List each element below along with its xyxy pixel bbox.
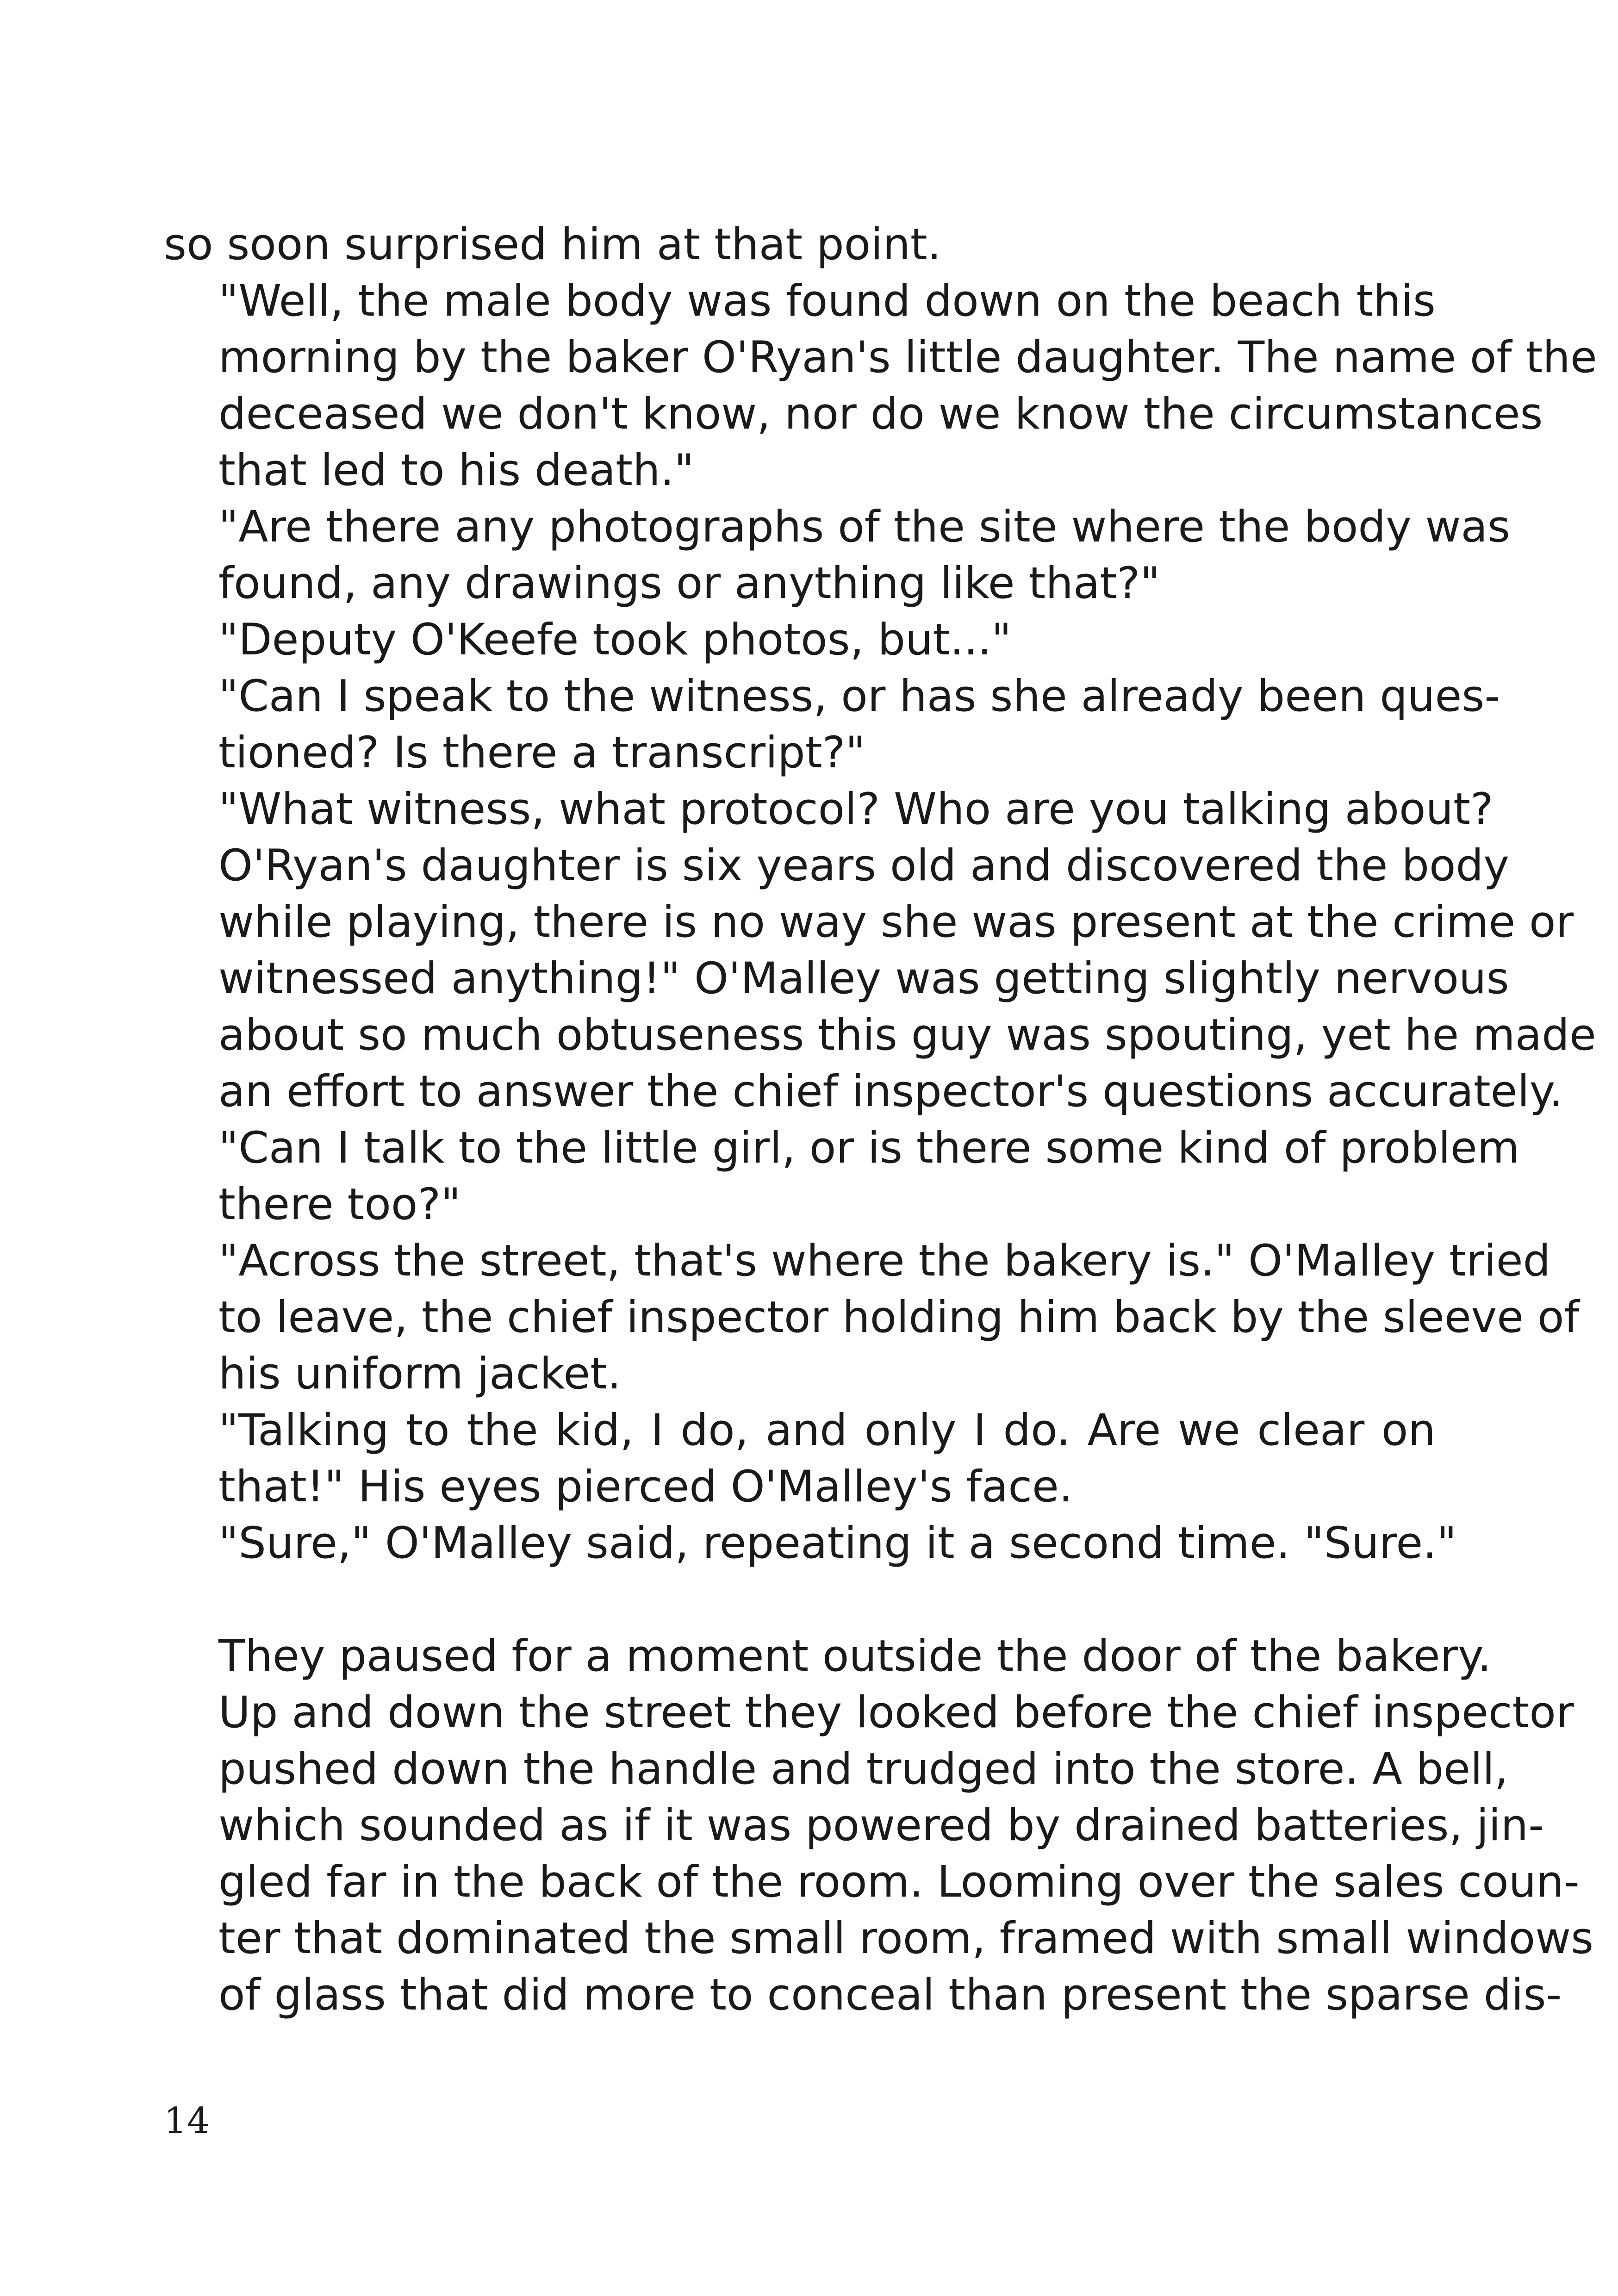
text-line: his uniform jacket.	[218, 1349, 621, 1399]
text-line: "Are there any photographs of the site where the body was	[218, 502, 1511, 552]
text-line: an effort to answer the chief inspector's questions accurately.	[218, 1066, 1563, 1117]
paragraph	[164, 1233, 1580, 1402]
paragraph	[164, 217, 1436, 273]
text-line: "Deputy O'Keefe took photos, but..."	[218, 615, 1012, 665]
text-line: "What witness, what protocol? Who are you talking about?	[218, 784, 1494, 834]
text-line: about so much obtuseness this guy was spouting, yet he made	[218, 1010, 1596, 1060]
text-line: that led to his death."	[218, 445, 694, 496]
page-number: 14	[164, 2100, 210, 2142]
body-text	[164, 217, 1597, 2023]
paragraph	[164, 612, 1436, 668]
paragraph	[164, 781, 1596, 1120]
text-line: to leave, the chief inspector holding him back by the sleeve of	[218, 1292, 1580, 1343]
text-line: "Talking to the kid, I do, and only I do. Are we clear on	[218, 1405, 1436, 1456]
text-line: "Can I speak to the witness, or has she already been ques-	[218, 671, 1500, 722]
text-line: O'Ryan's daughter is six years old and discovered the body	[218, 840, 1509, 891]
paragraph	[164, 273, 1597, 499]
text-line: They paused for a moment outside the door of the bakery.	[218, 1631, 1492, 1681]
text-line: "Sure," O'Malley said, repeating it a second time. "Sure."	[218, 1518, 1457, 1568]
text-line: found, any drawings or anything like that?"	[218, 558, 1160, 609]
text-line: "Can I talk to the little girl, or is there some kind of problem	[218, 1123, 1520, 1173]
paragraph	[164, 1402, 1436, 1515]
text-line: pushed down the handle and trudged into the store. A bell,	[218, 1744, 1508, 1794]
text-line: while playing, there is no way she was present at the crime or	[218, 897, 1574, 947]
paragraph	[164, 1515, 1457, 1572]
text-line: gled far in the back of the room. Looming over the sales coun-	[218, 1857, 1580, 1907]
text-line: "Across the street, that's where the bakery is." O'Malley tried	[218, 1236, 1551, 1286]
text-line: tioned? Is there a transcript?"	[218, 728, 865, 778]
text-line: Up and down the street they looked before the chief inspector	[218, 1687, 1574, 1738]
text-line: so soon surprised him at that point.	[164, 219, 941, 270]
text-line: deceased we don't know, nor do we know the circumstances	[218, 389, 1543, 439]
text-line: of glass that did more to conceal than present the sparse dis-	[218, 1970, 1562, 2020]
text-line: morning by the baker O'Ryan's little daughter. The name of the	[218, 332, 1597, 383]
text-line: there too?"	[218, 1179, 461, 1230]
paragraph	[164, 1628, 1594, 2023]
text-line: ter that dominated the small room, framed with small windows	[218, 1913, 1594, 1964]
text-line: "Well, the male body was found down on the beach this	[218, 276, 1436, 326]
paragraph	[164, 668, 1500, 781]
text-line: that!" His eyes pierced O'Malley's face.	[218, 1462, 1073, 1512]
paragraph	[164, 1120, 1520, 1233]
text-line: which sounded as if it was powered by drained batteries, jin-	[218, 1800, 1544, 1851]
text-line: witnessed anything!" O'Malley was getting slightly nervous	[218, 953, 1509, 1004]
section-break	[164, 1572, 1436, 1628]
paragraph	[164, 499, 1511, 612]
